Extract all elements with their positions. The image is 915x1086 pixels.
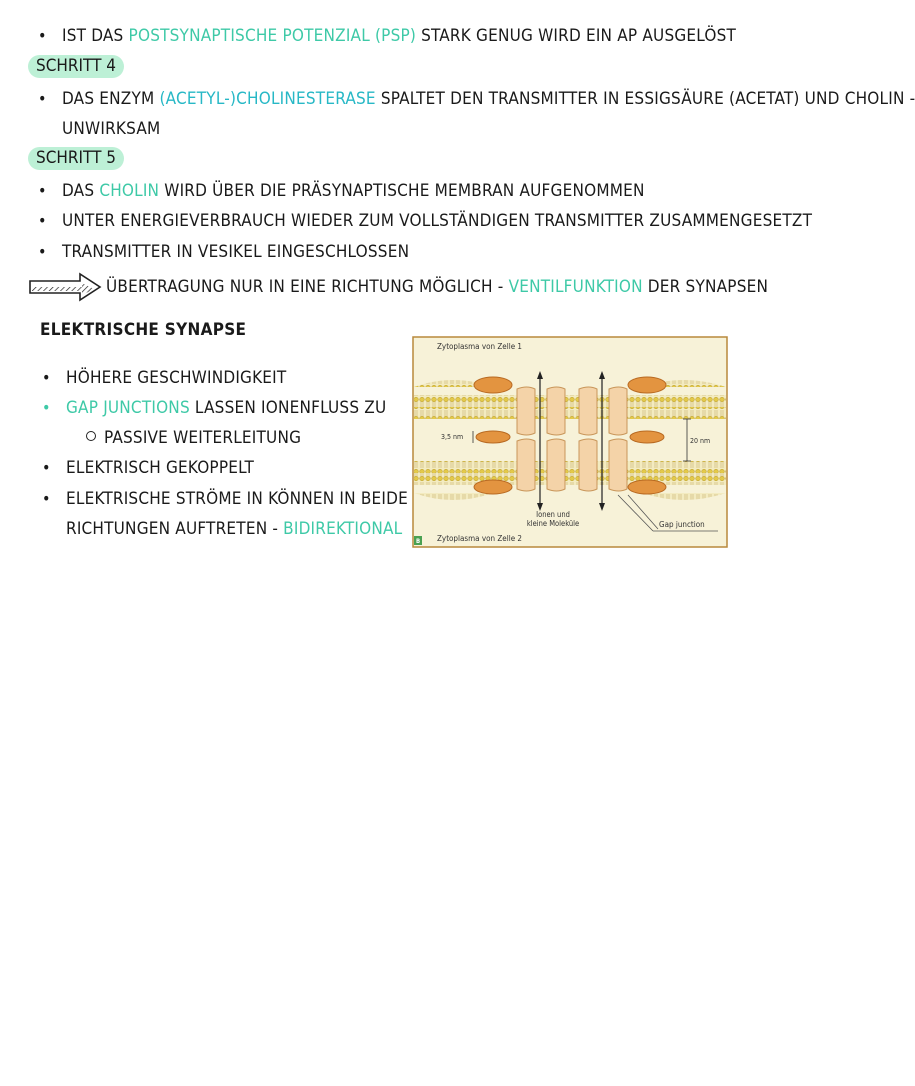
gap-junction-line: GAP JUNCTIONS LASSEN IONENFLUSS ZU [66, 398, 387, 418]
bullet-dot: • [38, 181, 47, 200]
bidirectional-highlight: BIDIREKTIONAL [283, 519, 403, 539]
figure-ions-label-2: kleine Moleküle [526, 519, 580, 528]
energy-line: UNTER ENERGIEVERBRAUCH WIEDER ZUM VOLLSTÄNDIGEN TRANSMITTER ZUSAMMENGESETZT [62, 211, 813, 231]
step5-label: SCHRITT 5 [28, 147, 124, 170]
gap-junction-figure [413, 337, 727, 547]
figure-corner-badge: B [415, 538, 421, 545]
figure-width-label: 20 nm [690, 437, 711, 445]
circle-bullet-icon [86, 431, 96, 441]
psp-highlight: POSTSYNAPTISCHE POTENZIAL (PSP) [128, 26, 417, 46]
gap-junction-highlight: GAP JUNCTIONS [66, 398, 190, 418]
gap-junction-illustration [413, 337, 727, 547]
passive-line: PASSIVE WEITERLEITUNG [86, 427, 301, 449]
cholin-line: DAS CHOLIN WIRD ÜBER DIE PRÄSYNAPTISCHE MEMBRAN AUFGENOMMEN [62, 181, 645, 201]
bullet-dot: • [42, 368, 51, 387]
bullet-dot: • [38, 26, 47, 45]
figure-junction-label: Gap junction [659, 520, 705, 529]
bullet-dot: • [38, 211, 47, 230]
cholin-highlight: CHOLIN [99, 181, 160, 201]
coupled-line: ELEKTRISCH GEKOPPELT [66, 458, 255, 478]
speed-line: HÖHERE GESCHWINDIGKEIT [66, 368, 287, 388]
vesicle-line: TRANSMITTER IN VESIKEL EINGESCHLOSSEN [62, 242, 410, 262]
electric-synapse-heading: ELEKTRISCHE SYNAPSE [40, 320, 247, 340]
currents-line-2: RICHTUNGEN AUFTRETEN - BIDIREKTIONAL [66, 519, 403, 539]
figure-ions-label-1: Ionen und [536, 510, 570, 519]
bullet-dot: • [38, 89, 47, 108]
conclusion-line: ÜBERTRAGUNG NUR IN EINE RICHTUNG MÖGLICH - VENTILFUNKTION DER SYNAPSEN [106, 277, 769, 297]
enzyme-continuation: UNWIRKSAM [62, 119, 161, 139]
bullet-dot: • [42, 489, 51, 508]
enzyme-line: DAS ENZYM (ACETYL-)CHOLINESTERASE SPALTET DEN TRANSMITTER IN ESSIGSÄURE (ACETAT) UND CHOLIN - [62, 89, 915, 109]
arrow-right-icon [28, 272, 102, 302]
step4-label: SCHRITT 4 [28, 55, 124, 78]
bullet-dot: • [38, 242, 47, 261]
bullet-dot: • [42, 458, 51, 477]
psp-line: IST DAS POSTSYNAPTISCHE POTENZIAL (PSP) STARK GENUG WIRD EIN AP AUSGELÖST [62, 26, 737, 46]
figure-bottom-label: Zytoplasma von Zelle 2 [437, 534, 523, 543]
figure-top-label: Zytoplasma von Zelle 1 [437, 342, 523, 351]
enzyme-highlight: (ACETYL-)CHOLINESTERASE [159, 89, 376, 109]
figure-gap-label: 3,5 nm [441, 433, 464, 441]
currents-line: ELEKTRISCHE STRÖME IN KÖNNEN IN BEIDE [66, 489, 408, 509]
bullet-dot-green: • [42, 398, 51, 417]
ventil-highlight: VENTILFUNKTION [508, 277, 643, 297]
